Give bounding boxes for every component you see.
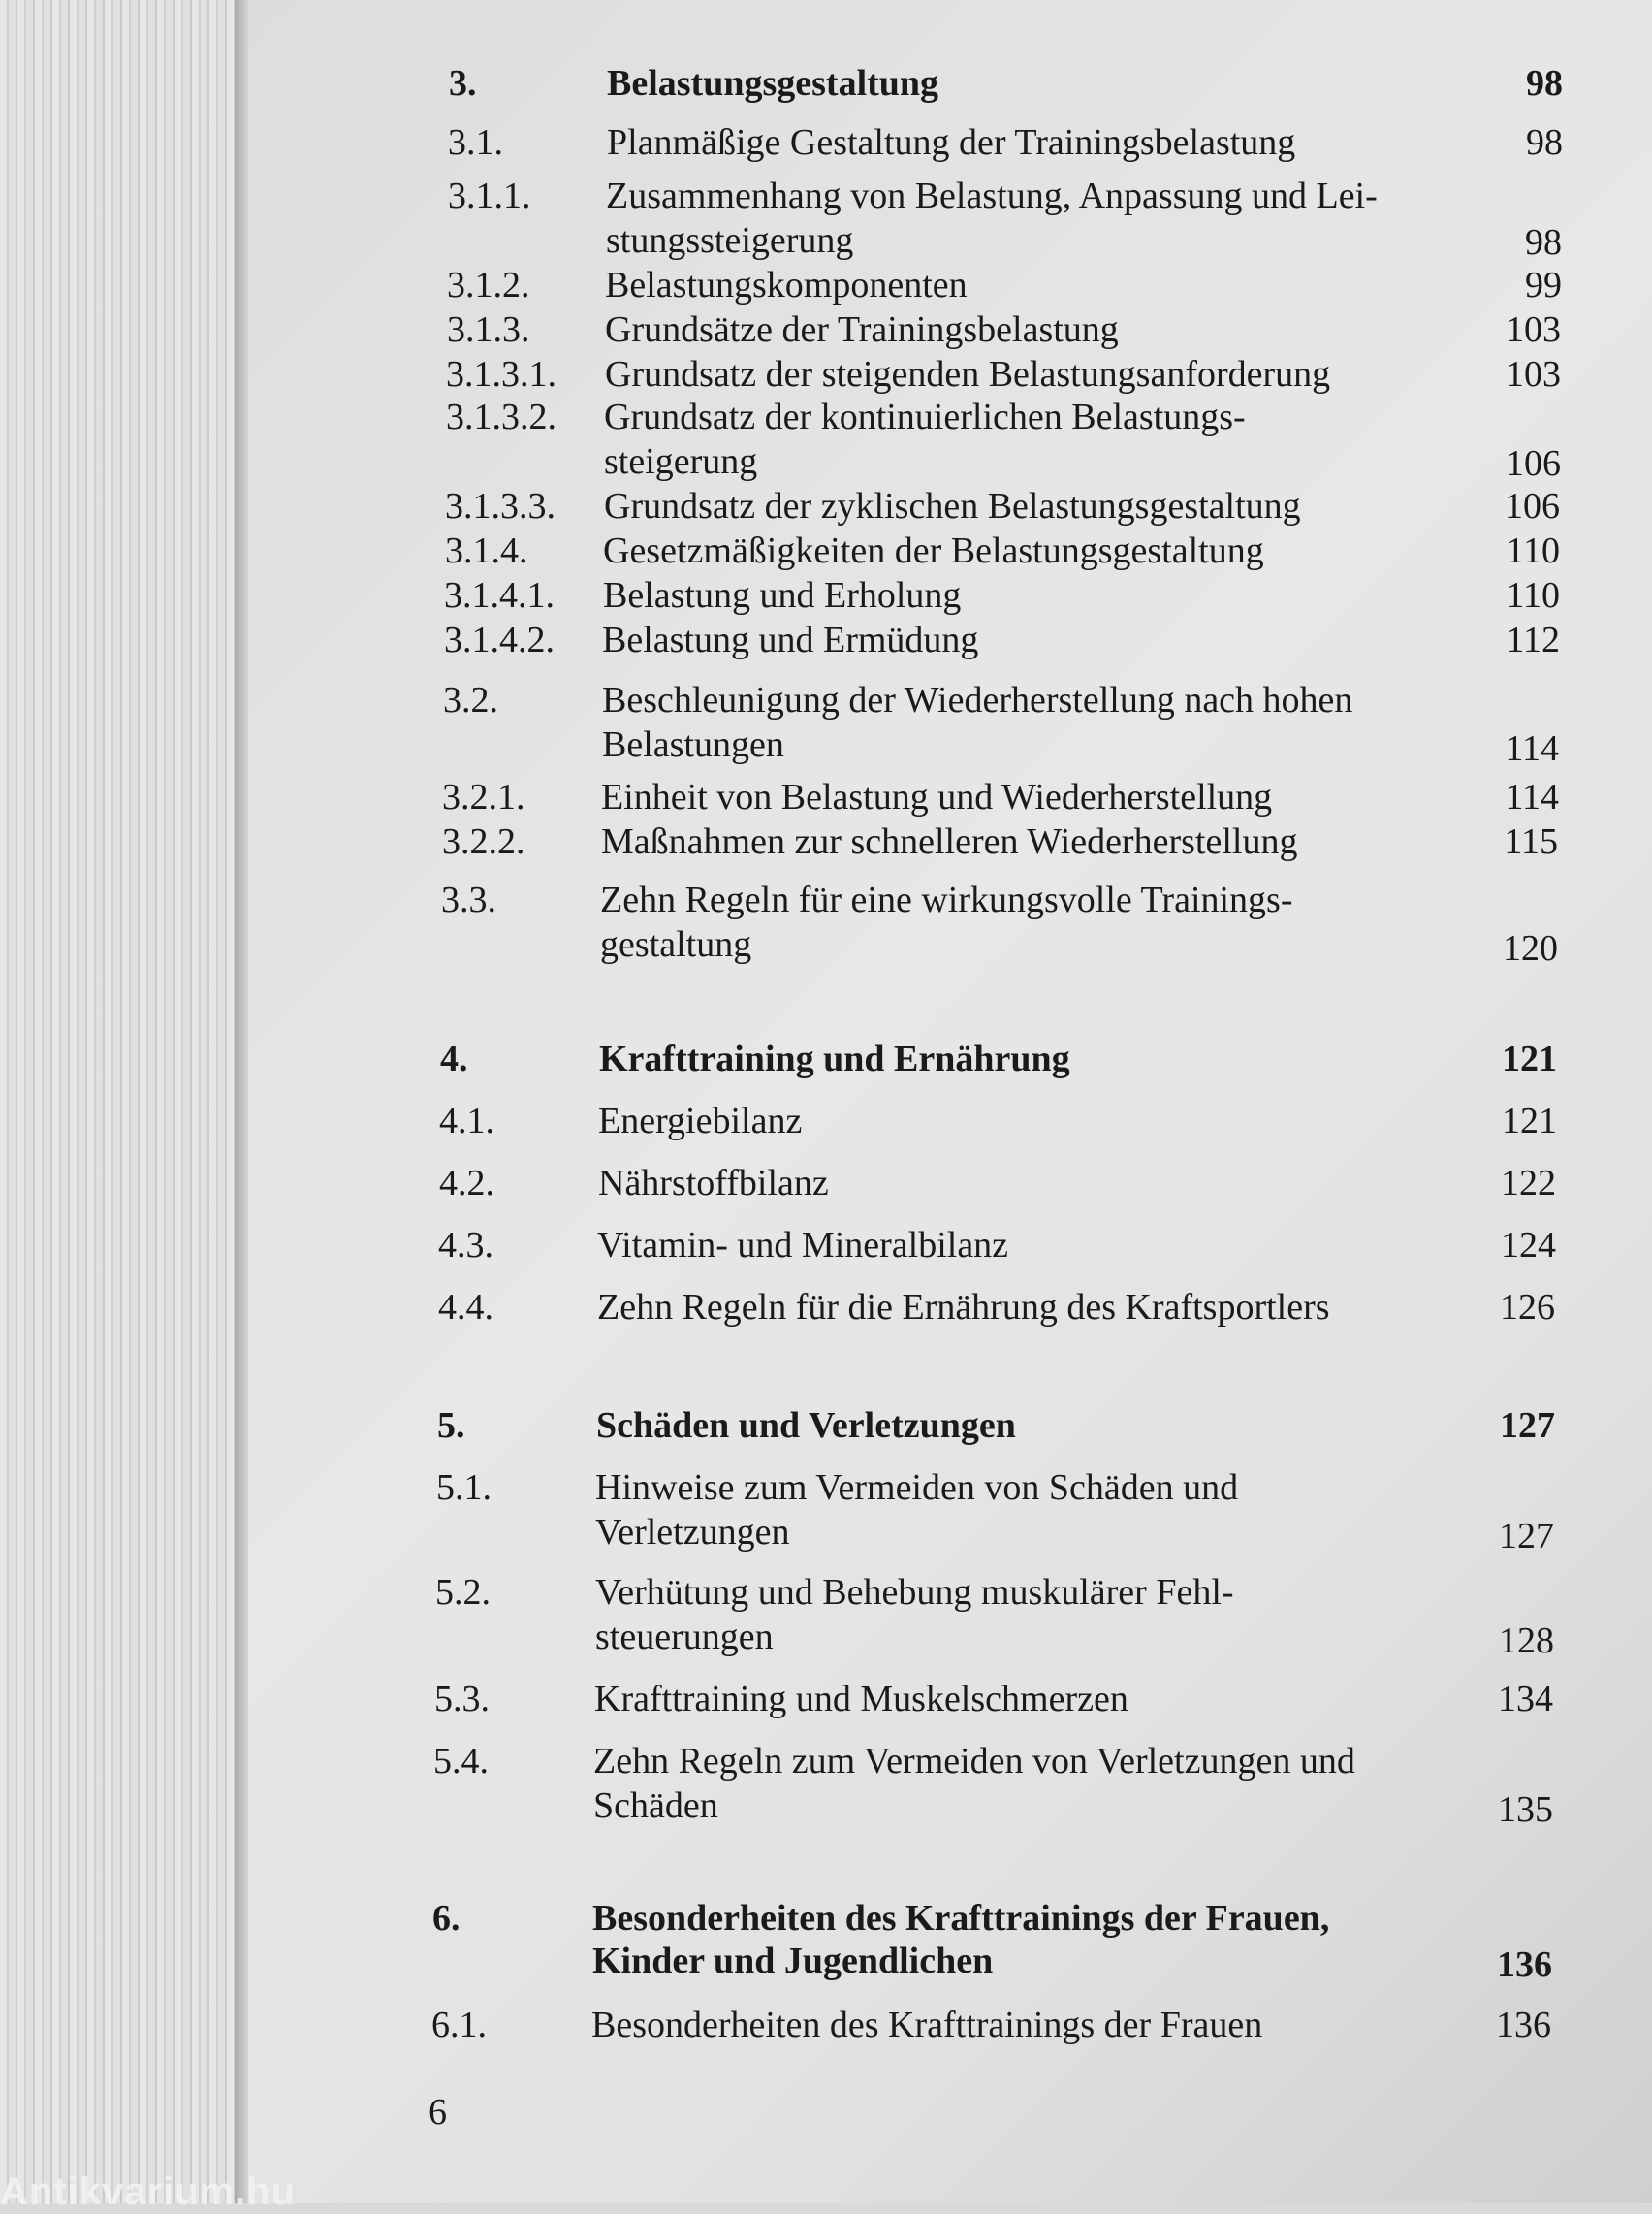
toc-entry-title: Krafttraining und Muskelschmerzen: [594, 1679, 1128, 1719]
toc-entry-page: 106: [1505, 486, 1560, 527]
toc-entry-number: 5.4.: [433, 1741, 489, 1781]
toc-entry-page: 106: [1506, 443, 1561, 484]
toc-entry-title: Planmäßige Gestaltung der Trainingsbelastung: [607, 122, 1296, 163]
toc-entry-page: 127: [1499, 1516, 1554, 1556]
toc-entry-title: Kinder und Jugendlichen: [592, 1941, 994, 1981]
toc-entry-page: 115: [1504, 821, 1558, 862]
toc-entry-title: Grundsatz der zyklischen Belastungsgestaltung: [604, 486, 1301, 527]
toc-entry-page: 126: [1500, 1287, 1555, 1328]
toc-entry-number: 3.1.1.: [448, 176, 531, 216]
toc-entry-number: 3.1.4.: [445, 530, 528, 571]
toc-entry-title: Besonderheiten des Krafttrainings der Frauen: [591, 2005, 1263, 2045]
toc-entry-page: 128: [1499, 1620, 1554, 1661]
toc-entry-number: 3.1.: [448, 122, 503, 163]
toc-entry-title: Vitamin- und Mineralbilanz: [597, 1225, 1009, 1266]
toc-entry-number: 3.2.2.: [442, 821, 525, 862]
toc-entry-title: Besonderheiten des Krafttrainings der Frauen,: [592, 1898, 1330, 1939]
toc-entry-title: Krafttraining und Ernährung: [599, 1039, 1070, 1079]
toc-entry-title: stungssteigerung: [606, 220, 854, 261]
toc-entry: [432, 1897, 1552, 1994]
toc-entry-number: 3.1.3.3.: [445, 486, 556, 527]
toc-entry-number: 4.: [440, 1039, 468, 1079]
toc-entry-title: steigerung: [604, 441, 758, 482]
toc-entry-number: 4.4.: [438, 1287, 493, 1328]
toc-entry: [446, 396, 1561, 493]
toc-entry-page: 122: [1501, 1163, 1556, 1203]
toc-entry-number: 6.1.: [431, 2005, 487, 2045]
toc-entry-number: 3.1.4.2.: [444, 620, 555, 660]
toc-entry-title: Belastung und Erholung: [603, 575, 962, 616]
toc-entry: [443, 679, 1559, 776]
toc-entry-page: 112: [1506, 620, 1560, 660]
watermark: Antikvarium.hu: [0, 2170, 297, 2213]
toc-entry-title: Grundsatz der steigenden Belastungsanforderung: [605, 354, 1331, 395]
toc-entry: [435, 1571, 1554, 1668]
toc-entry-number: 5.1.: [436, 1467, 492, 1508]
toc-entry-number: 3.2.: [443, 680, 498, 721]
toc-entry: [433, 1740, 1553, 1837]
toc-entry-number: 3.: [449, 63, 477, 104]
toc-entry-title: Grundsatz der kontinuierlichen Belastungs-: [604, 397, 1246, 437]
toc-entry-page: 98: [1526, 63, 1563, 104]
toc-entry-title: Maßnahmen zur schnelleren Wiederherstellung: [601, 821, 1298, 862]
toc-entry-title: gestaltung: [600, 924, 752, 965]
toc-entry-page: 110: [1506, 530, 1560, 571]
toc-entry-number: 5.2.: [435, 1572, 491, 1613]
toc-entry-page: 134: [1498, 1679, 1553, 1719]
toc-entry-number: 4.3.: [438, 1225, 493, 1266]
toc-entry-number: 3.1.2.: [447, 265, 530, 305]
toc-entry-title: Belastungen: [602, 724, 784, 765]
toc-entry-page: 98: [1525, 222, 1562, 263]
toc-entry-title: Grundsätze der Trainingsbelastung: [605, 309, 1119, 350]
toc-entry-title: Belastung und Ermüdung: [602, 620, 979, 660]
toc-entry-page: 136: [1496, 2005, 1551, 2045]
toc-entry-number: 3.1.3.1.: [446, 354, 556, 395]
toc-entry-page: 99: [1525, 265, 1562, 305]
toc-entry-page: 120: [1503, 928, 1558, 969]
toc-entry-title: Belastungskomponenten: [605, 265, 968, 305]
toc-entry-title: Beschleunigung der Wiederherstellung nach hohen: [602, 680, 1353, 721]
toc-entry-page: 114: [1505, 777, 1559, 818]
toc-entry-number: 5.3.: [434, 1679, 490, 1719]
toc-entry-number: 4.1.: [439, 1101, 494, 1141]
toc-entry-page: 121: [1502, 1101, 1557, 1141]
toc-entry-page: 98: [1526, 122, 1563, 163]
toc-entry: [431, 2004, 1551, 2101]
toc-entry-title: Energiebilanz: [598, 1101, 803, 1141]
toc-entry-number: 3.2.1.: [442, 777, 525, 818]
toc-entry-title: Schäden: [593, 1785, 718, 1826]
toc-entry-title: Verhütung und Behebung muskulärer Fehl-: [595, 1572, 1234, 1613]
toc-entry-title: Verletzungen: [595, 1512, 790, 1553]
toc-entry-title: Nährstoffbilanz: [598, 1163, 829, 1203]
toc-entry: [436, 1466, 1554, 1563]
toc-entry: [448, 175, 1562, 272]
toc-entry-number: 3.1.4.1.: [444, 575, 555, 616]
facing-page-edge: [0, 0, 242, 2203]
toc-entry-title: Zehn Regeln für eine wirkungsvolle Trainings-: [600, 880, 1293, 920]
toc-entry-title: Einheit von Belastung und Wiederherstellung: [601, 777, 1273, 818]
toc-entry-number: 3.1.3.2.: [446, 397, 556, 437]
toc-entry-page: 135: [1498, 1789, 1553, 1830]
toc-entry-title: steuerungen: [595, 1617, 774, 1657]
toc-entry-page: 103: [1506, 309, 1561, 350]
toc-entry-number: 3.1.3.: [447, 309, 530, 350]
toc-entry-title: Zehn Regeln zum Vermeiden von Verletzungen und: [593, 1741, 1355, 1781]
toc-entry-title: Zusammenhang von Belastung, Anpassung und Lei-: [606, 176, 1378, 216]
toc-entry-page: 114: [1505, 728, 1559, 769]
toc-entry-title: Schäden und Verletzungen: [596, 1405, 1016, 1446]
toc-entry-number: 6.: [432, 1898, 461, 1939]
toc-entry-page: 121: [1502, 1039, 1557, 1079]
toc-entry-title: Belastungsgestaltung: [607, 63, 939, 104]
toc-entry-page: 103: [1506, 354, 1561, 395]
toc-entry-title: Zehn Regeln für die Ernährung des Kraftsportlers: [597, 1287, 1330, 1328]
toc-entry: [441, 879, 1558, 976]
toc-entry-title: Gesetzmäßigkeiten der Belastungsgestaltung: [603, 530, 1264, 571]
toc-entry-number: 5.: [437, 1405, 465, 1446]
toc-entry-page: 127: [1500, 1405, 1555, 1446]
toc-entry-number: 3.3.: [441, 880, 496, 920]
toc-entry-page: 124: [1501, 1225, 1556, 1266]
toc-entry-title: Hinweise zum Vermeiden von Schäden und: [595, 1467, 1239, 1508]
toc-entry: [438, 1286, 1555, 1383]
toc-entry-number: 4.2.: [439, 1163, 494, 1203]
page-number: 6: [429, 2092, 447, 2133]
toc-entry-page: 136: [1497, 1944, 1552, 1985]
toc-entry-page: 110: [1506, 575, 1560, 616]
book-gutter-shadow: [235, 0, 248, 2203]
